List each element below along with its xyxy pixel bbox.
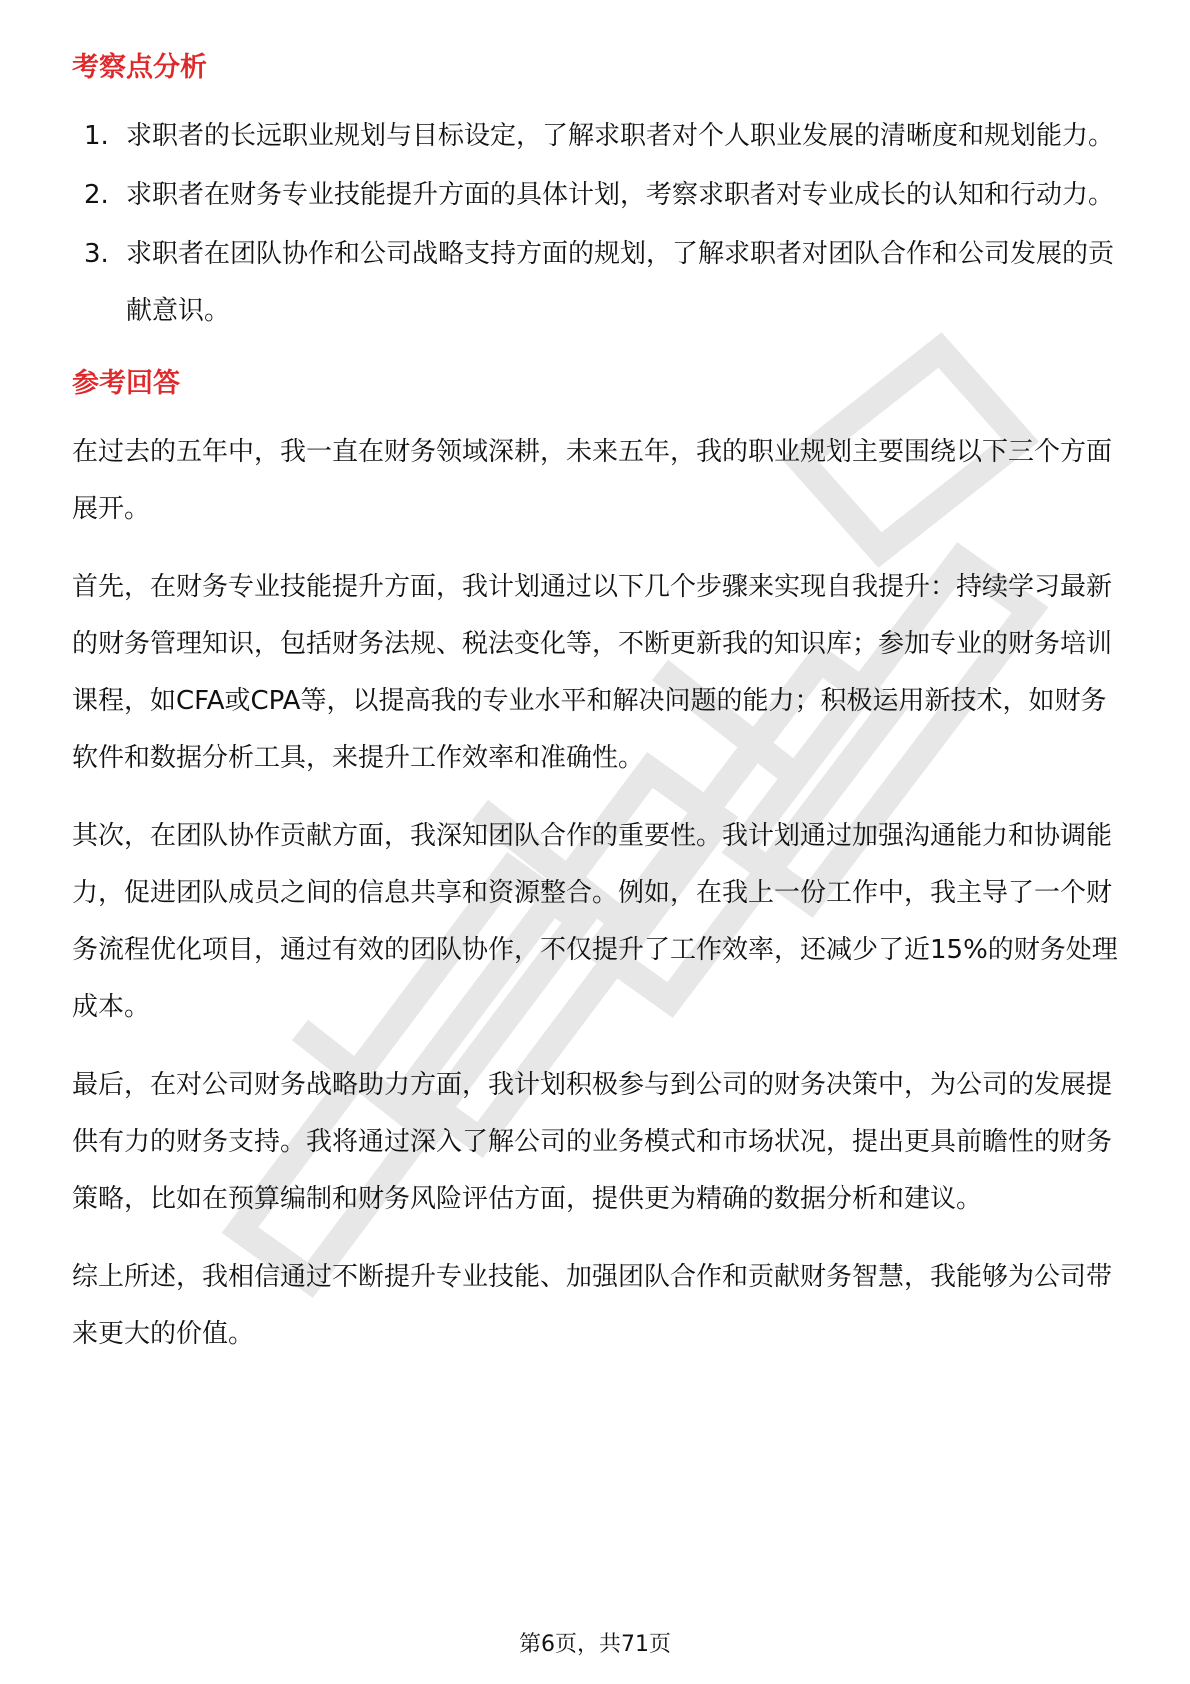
content-area <box>72 48 1122 1363</box>
answer-heading: 参考回答 <box>72 368 180 399</box>
list-item-text: 求职者的长远职业规划与目标设定，了解求职者对个人职业发展的清晰度和规划能力。 <box>126 121 1115 151</box>
answer-paragraph: 综上所述，我相信通过不断提升专业技能、加强团队合作和贡献财务智慧，我能够为公司带来更大的价值。 <box>72 1262 1113 1349</box>
list-item-text: 求职者在财务专业技能提升方面的具体计划，考察求职者对专业成长的认知和行动力。 <box>126 180 1115 210</box>
list-item-number: 3. <box>84 239 109 269</box>
page-number-footer: 第6页，共71页 <box>519 1632 671 1657</box>
list-item <box>72 108 1122 165</box>
answer-paragraph: 首先，在财务专业技能提升方面，我计划通过以下几个步骤来实现自我提升：持续学习最新的财务管理知识，包括财务法规、税法变化等，不断更新我的知识库；参加专业的财务培训课程，如CFA或CPA等，以提高我的专业水平和解决问题的能力；积极运用新技术，如财务软件和数据分析工具，来提升工作效率和准确性。 <box>72 572 1113 773</box>
analysis-points-list <box>72 108 1122 340</box>
list-item <box>72 167 1122 224</box>
answer-paragraph: 其次，在团队协作贡献方面，我深知团队合作的重要性。我计划通过加强沟通能力和协调能力，促进团队成员之间的信息共享和资源整合。例如，在我上一份工作中，我主导了一个财务流程优化项目，通过有效的团队协作，不仅提升了工作效率，还减少了近15%的财务处理成本。 <box>72 821 1118 1022</box>
list-item-text: 求职者在团队协作和公司战略支持方面的规划，了解求职者对团队合作和公司发展的贡献意识。 <box>126 239 1115 326</box>
answer-paragraph: 最后，在对公司财务战略助力方面，我计划积极参与到公司的财务决策中，为公司的发展提供有力的财务支持。我将通过深入了解公司的业务模式和市场状况，提出更具前瞻性的财务策略，比如在预算编制和财务风险评估方面，提供更为精确的数据分析和建议。 <box>72 1070 1113 1214</box>
answer-paragraph: 在过去的五年中，我一直在财务领域深耕，未来五年，我的职业规划主要围绕以下三个方面展开。 <box>72 437 1113 524</box>
list-item-number: 2. <box>84 180 109 210</box>
analysis-heading: 考察点分析 <box>72 52 207 83</box>
list-item-number: 1. <box>84 121 109 151</box>
list-item <box>72 226 1122 340</box>
